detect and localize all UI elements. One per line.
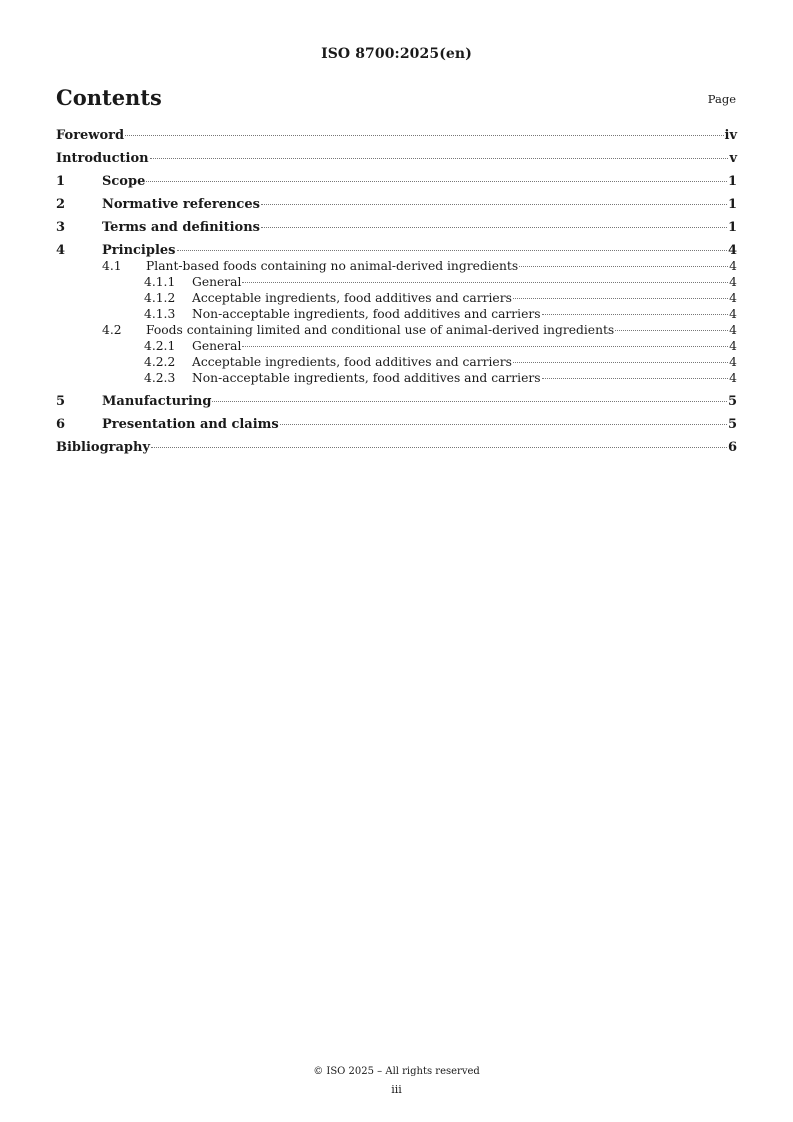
toc-entry-normative-references[interactable] [56, 197, 737, 213]
dot-leader [513, 298, 728, 299]
dot-leader [542, 314, 729, 315]
toc-entry-title: Plant-based foods containing no animal-derived ingredients [146, 259, 519, 273]
table-of-contents [56, 128, 737, 456]
dot-leader [519, 266, 728, 267]
dot-leader [542, 378, 729, 379]
toc-entry-page: 4 [729, 339, 737, 353]
dot-leader [280, 424, 727, 425]
dot-leader [177, 250, 727, 251]
dot-leader [261, 227, 727, 228]
page-column-label: Page [707, 92, 736, 106]
toc-entry-page: 4 [729, 371, 737, 385]
toc-entry-title: Introduction [56, 151, 149, 166]
toc-entry-scope[interactable] [56, 174, 737, 190]
toc-entry-4-1[interactable] [56, 259, 737, 275]
toc-entry-title: Foreword [56, 128, 125, 143]
dot-leader [242, 282, 728, 283]
toc-entry-page: 4 [729, 275, 737, 289]
toc-entry-page: 6 [727, 440, 737, 455]
toc-entry-bibliography[interactable] [56, 440, 737, 456]
dot-leader [150, 158, 729, 159]
toc-entry-number: 4.2.1 [144, 339, 176, 353]
toc-entry-number: 3 [56, 220, 66, 235]
dot-leader [261, 204, 727, 205]
toc-entry-number: 4 [56, 243, 66, 258]
copyright-footer: © ISO 2025 – All rights reserved [313, 1066, 480, 1077]
toc-entry-title: General [192, 339, 242, 353]
toc-entry-title: Normative references [102, 197, 260, 212]
toc-entry-foreword[interactable] [56, 128, 737, 144]
toc-entry-presentation-and-claims[interactable] [56, 417, 737, 433]
toc-entry-title: Manufacturing [102, 394, 212, 409]
toc-entry-number: 4.1.1 [144, 275, 176, 289]
dot-leader [146, 181, 727, 182]
toc-entry-number: 4.2.2 [144, 355, 176, 369]
dot-leader [151, 447, 727, 448]
toc-entry-page: 5 [727, 417, 737, 432]
toc-entry-4-2-1[interactable] [56, 339, 737, 355]
toc-entry-page: v [729, 151, 737, 166]
toc-entry-page: iv [724, 128, 737, 143]
document-id-header: ISO 8700:2025(en) [321, 46, 472, 62]
toc-entry-number: 4.2 [102, 323, 122, 337]
toc-entry-page: 4 [729, 355, 737, 369]
toc-entry-title: Bibliography [56, 440, 151, 455]
toc-entry-title: Non-acceptable ingredients, food additives and carriers [192, 307, 541, 321]
toc-entry-4-1-1[interactable] [56, 275, 737, 291]
toc-entry-title: Scope [102, 174, 146, 189]
toc-entry-number: 2 [56, 197, 66, 212]
toc-entry-4-2-2[interactable] [56, 355, 737, 371]
toc-entry-number: 5 [56, 394, 66, 409]
toc-entry-page: 1 [727, 174, 737, 189]
dot-leader [125, 135, 723, 136]
toc-entry-title: Terms and definitions [102, 220, 260, 235]
toc-entry-page: 5 [727, 394, 737, 409]
toc-entry-number: 4.1.2 [144, 291, 176, 305]
page-number: iii [391, 1083, 402, 1096]
toc-entry-title: Foods containing limited and conditional use of animal-derived ingredients [146, 323, 615, 337]
toc-entry-title: Acceptable ingredients, food additives and carriers [192, 291, 512, 305]
toc-entry-principles[interactable] [56, 243, 737, 259]
contents-title: Contents [56, 85, 162, 110]
dot-leader [242, 346, 728, 347]
toc-entry-number: 4.2.3 [144, 371, 176, 385]
toc-entry-page: 4 [727, 243, 737, 258]
toc-entry-4-2-3[interactable] [56, 371, 737, 387]
toc-entry-page: 4 [729, 323, 737, 337]
toc-entry-page: 1 [727, 197, 737, 212]
toc-entry-title: Principles [102, 243, 176, 258]
toc-entry-number: 6 [56, 417, 66, 432]
toc-entry-terms-and-definitions[interactable] [56, 220, 737, 236]
dot-leader [212, 401, 727, 402]
toc-entry-number: 1 [56, 174, 66, 189]
toc-entry-4-2[interactable] [56, 323, 737, 339]
toc-entry-title: General [192, 275, 242, 289]
toc-entry-page: 4 [729, 291, 737, 305]
toc-entry-title: Presentation and claims [102, 417, 279, 432]
toc-entry-4-1-2[interactable] [56, 291, 737, 307]
toc-entry-manufacturing[interactable] [56, 394, 737, 410]
toc-entry-page: 4 [729, 307, 737, 321]
toc-entry-4-1-3[interactable] [56, 307, 737, 323]
dot-leader [513, 362, 728, 363]
toc-entry-introduction[interactable] [56, 151, 737, 167]
toc-entry-page: 1 [727, 220, 737, 235]
toc-entry-number: 4.1 [102, 259, 122, 273]
toc-entry-title: Non-acceptable ingredients, food additives and carriers [192, 371, 541, 385]
toc-entry-number: 4.1.3 [144, 307, 176, 321]
toc-entry-title: Acceptable ingredients, food additives and carriers [192, 355, 512, 369]
dot-leader [615, 330, 728, 331]
toc-entry-page: 4 [729, 259, 737, 273]
